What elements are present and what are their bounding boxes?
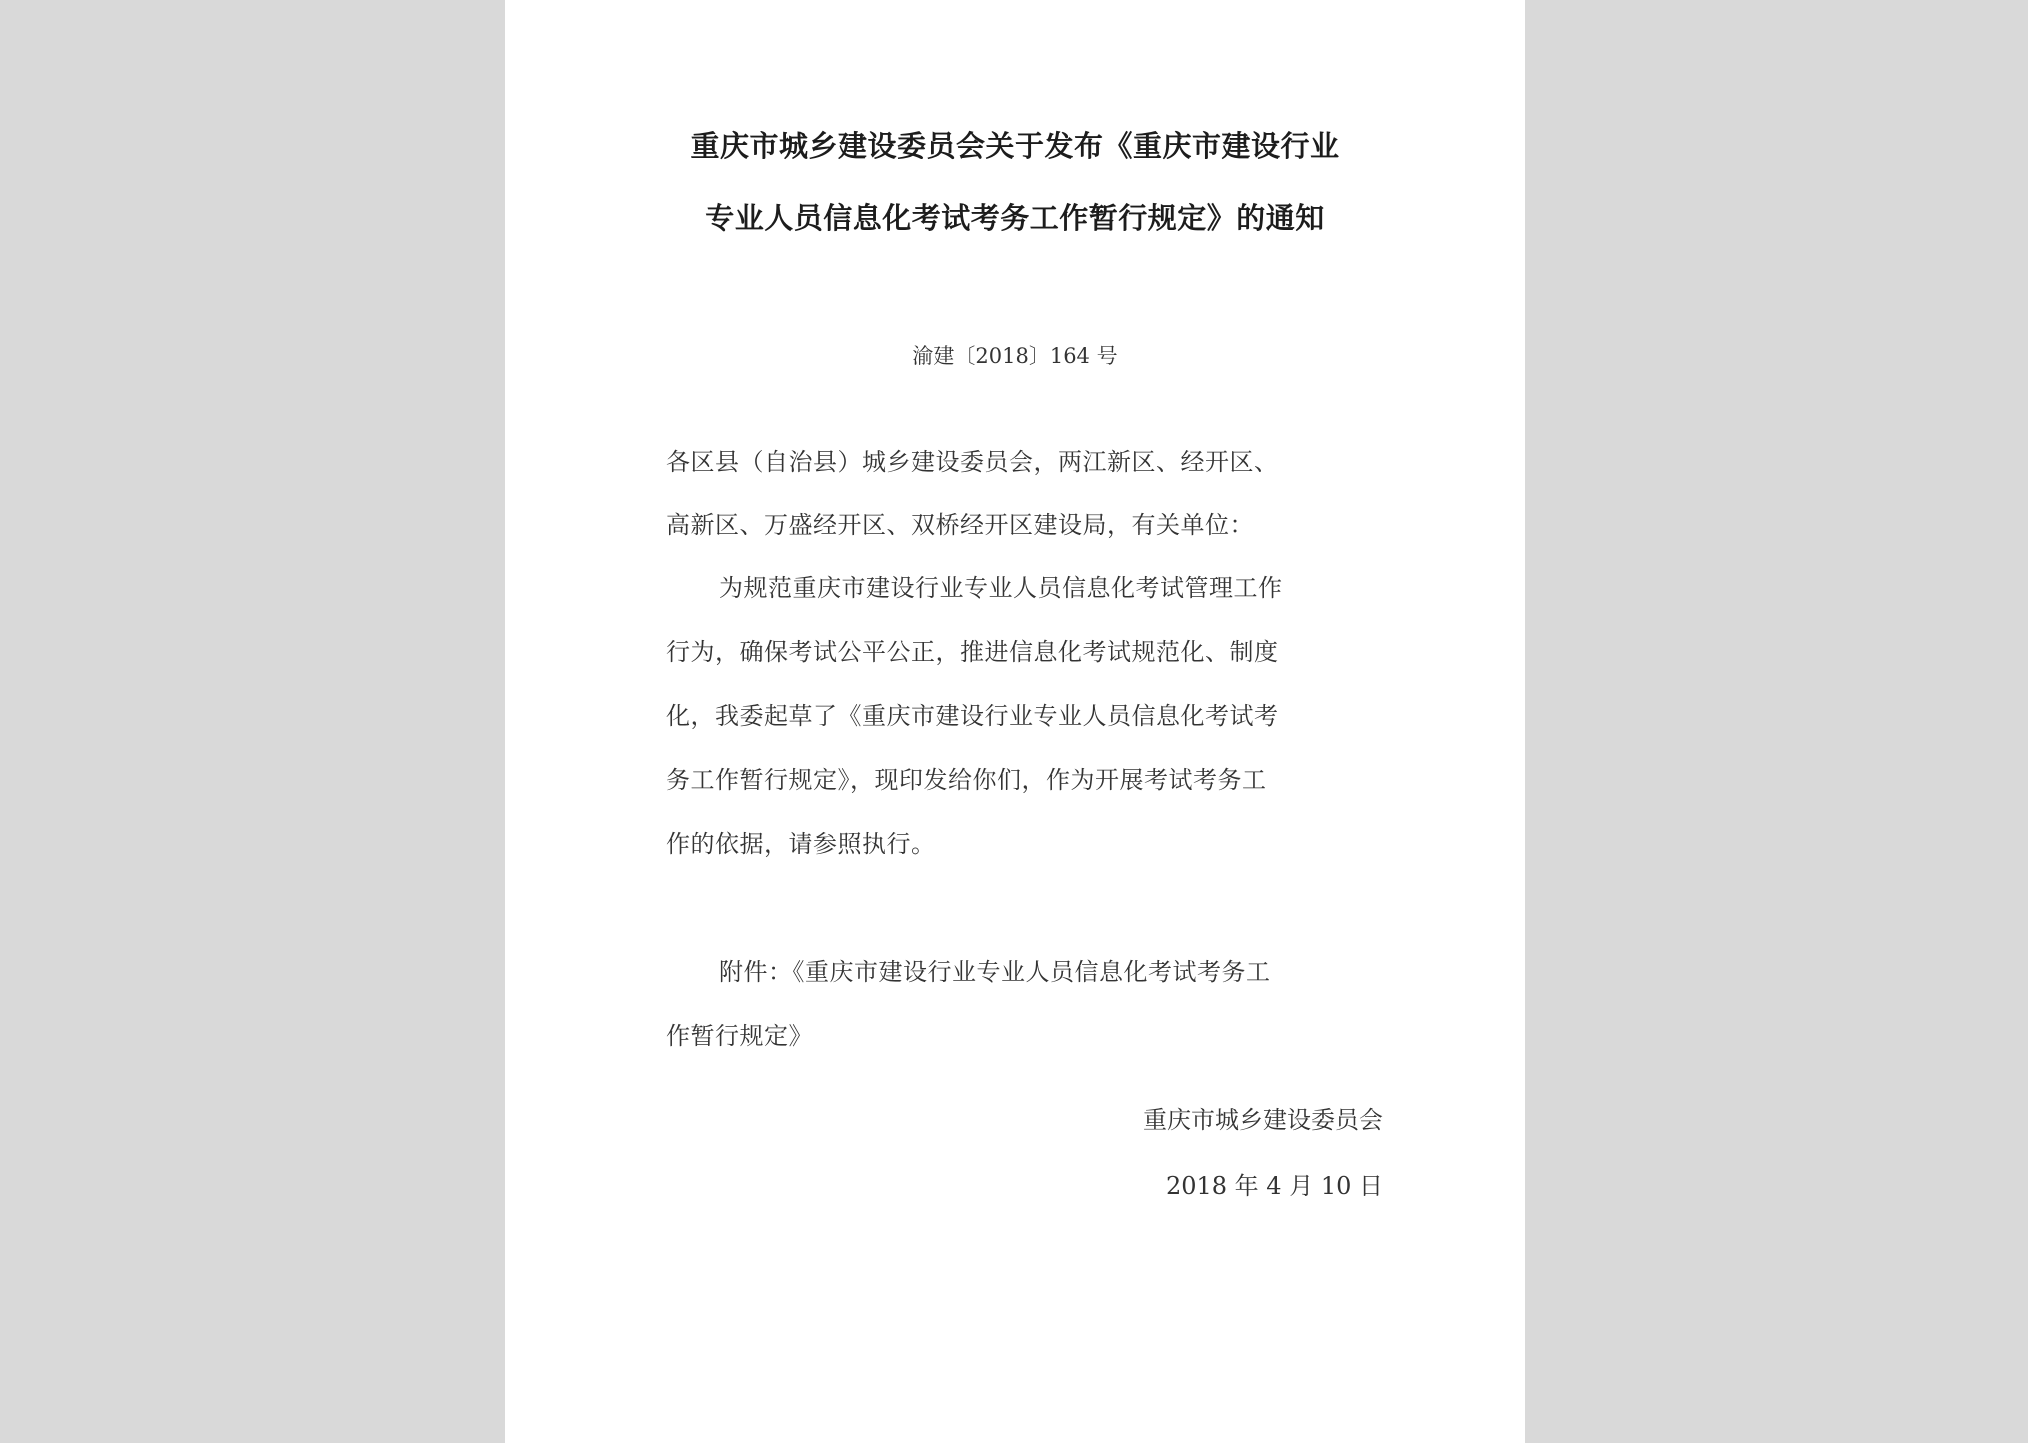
issue-date: 2018 年 4 月 10 日 bbox=[1165, 1172, 1383, 1200]
document-title-line-1: 重庆市城乡建设委员会关于发布《重庆市建设行业 bbox=[690, 129, 1340, 163]
body-line-5: 作的依据，请参照执行。 bbox=[666, 830, 936, 858]
addressee-line-1: 各区县（自治县）城乡建设委员会，两江新区、经开区、 bbox=[666, 448, 1279, 476]
attachment-line-2: 作暂行规定》 bbox=[666, 1022, 813, 1050]
body-line-4: 务工作暂行规定》，现印发给你们，作为开展考试考务工 bbox=[666, 766, 1267, 794]
document-page bbox=[505, 0, 1525, 1443]
document-title-line-2: 专业人员信息化考试考务工作暂行规定》的通知 bbox=[705, 201, 1325, 235]
addressee-line-2: 高新区、万盛经开区、双桥经开区建设局，有关单位： bbox=[666, 511, 1254, 539]
body-line-1: 为规范重庆市建设行业专业人员信息化考试管理工作 bbox=[719, 574, 1283, 602]
document-number: 渝建〔2018〕164 号 bbox=[912, 344, 1118, 368]
body-line-2: 行为，确保考试公平公正，推进信息化考试规范化、制度 bbox=[666, 638, 1279, 666]
attachment-line-1: 附件：《重庆市建设行业专业人员信息化考试考务工 bbox=[719, 958, 1271, 986]
signature: 重庆市城乡建设委员会 bbox=[1143, 1106, 1383, 1134]
body-line-3: 化，我委起草了《重庆市建设行业专业人员信息化考试考 bbox=[666, 702, 1279, 730]
